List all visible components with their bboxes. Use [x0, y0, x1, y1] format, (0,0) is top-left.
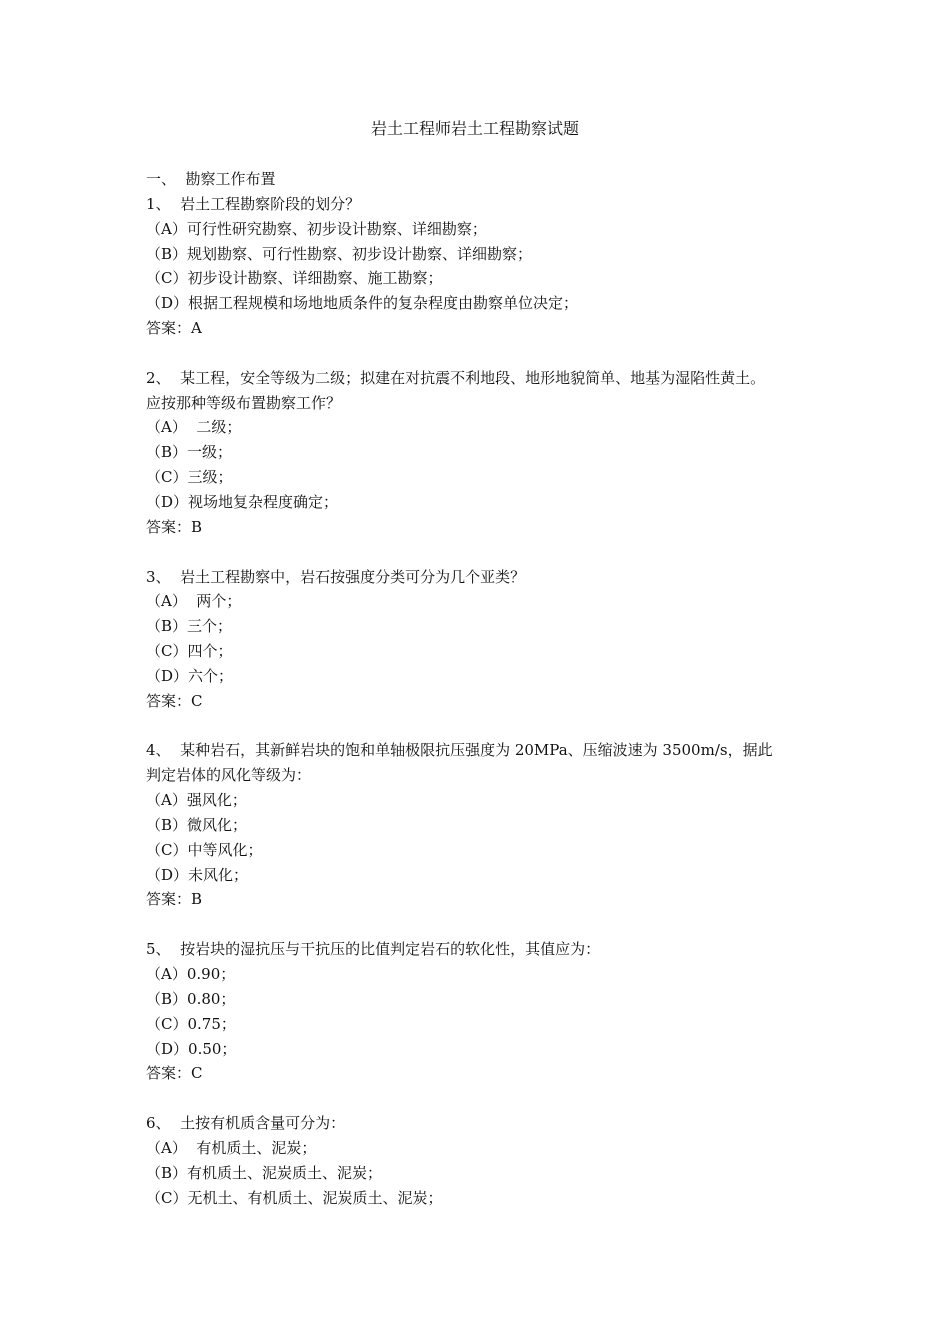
question-3 — [146, 565, 826, 714]
question-2 — [146, 366, 826, 540]
question-stem: 2、 某工程，安全等级为二级；拟建在对抗震不利地段、地形地貌简单、地基为湿陷性黄土。 — [146, 368, 766, 387]
option-a: （A）强风化； — [146, 791, 247, 810]
question-stem-continued: 判定岩体的风化等级为： — [146, 766, 312, 785]
question-stem: 4、 某种岩石，其新鲜岩块的饱和单轴极限抗压强度为 20MPa、压缩波速为 3500m/s，据此 — [146, 741, 773, 760]
option-b: （B）0.80； — [146, 989, 236, 1008]
section-heading: 一、 勘察工作布置 — [146, 170, 276, 188]
option-d: （D）根据工程规模和场地地质条件的复杂程度由勘察单位决定； — [146, 294, 579, 313]
question-6 — [146, 1111, 826, 1210]
question-5 — [146, 937, 826, 1086]
option-c: （C）四个； — [146, 642, 233, 661]
option-c: （C）无机土、有机质土、泥炭质土、泥炭； — [146, 1188, 443, 1207]
document-body — [146, 167, 826, 1210]
answer: 答案：C — [146, 691, 203, 710]
option-b: （B）微风化； — [146, 815, 248, 834]
option-b: （B）有机质土、泥炭质土、泥炭； — [146, 1163, 383, 1182]
option-d: （D）未风化； — [146, 865, 249, 884]
option-d: （D）0.50； — [146, 1039, 237, 1058]
question-stem: 6、 土按有机质含量可分为： — [146, 1114, 346, 1133]
option-c: （C）中等风化； — [146, 840, 263, 859]
answer: 答案：A — [146, 319, 202, 338]
option-b: （B）一级； — [146, 443, 233, 462]
option-a: （A）0.90； — [146, 965, 236, 983]
option-c: （C）0.75； — [146, 1014, 236, 1033]
option-b: （B）规划勘察、可行性勘察、初步设计勘察、详细勘察； — [146, 244, 533, 263]
option-c: （C）初步设计勘察、详细勘察、施工勘察； — [146, 269, 443, 288]
question-stem: 3、 岩土工程勘察中，岩石按强度分类可分为几个亚类？ — [146, 567, 526, 586]
option-d: （D）视场地复杂程度确定； — [146, 492, 339, 511]
answer: 答案：C — [146, 1064, 203, 1083]
question-1 — [146, 192, 826, 341]
question-stem-continued: 应按那种等级布置勘察工作？ — [146, 393, 342, 412]
document-title: 岩土工程师岩土工程勘察试题 — [370, 119, 579, 138]
option-d: （D）六个； — [146, 666, 234, 685]
question-4 — [146, 738, 826, 912]
option-c: （C）三级； — [146, 468, 233, 487]
option-a: （A） 二级； — [146, 418, 242, 437]
question-stem: 5、 按岩块的湿抗压与干抗压的比值判定岩石的软化性，其值应为： — [146, 940, 601, 959]
option-b: （B）三个； — [146, 617, 233, 636]
option-a: （A） 两个； — [146, 592, 242, 611]
answer: 答案：B — [146, 517, 203, 536]
option-a: （A） 有机质土、泥炭； — [146, 1138, 317, 1157]
option-a: （A）可行性研究勘察、初步设计勘察、详细勘察； — [146, 219, 487, 238]
question-stem: 1、 岩土工程勘察阶段的划分？ — [146, 194, 361, 213]
answer: 答案：B — [146, 890, 203, 909]
